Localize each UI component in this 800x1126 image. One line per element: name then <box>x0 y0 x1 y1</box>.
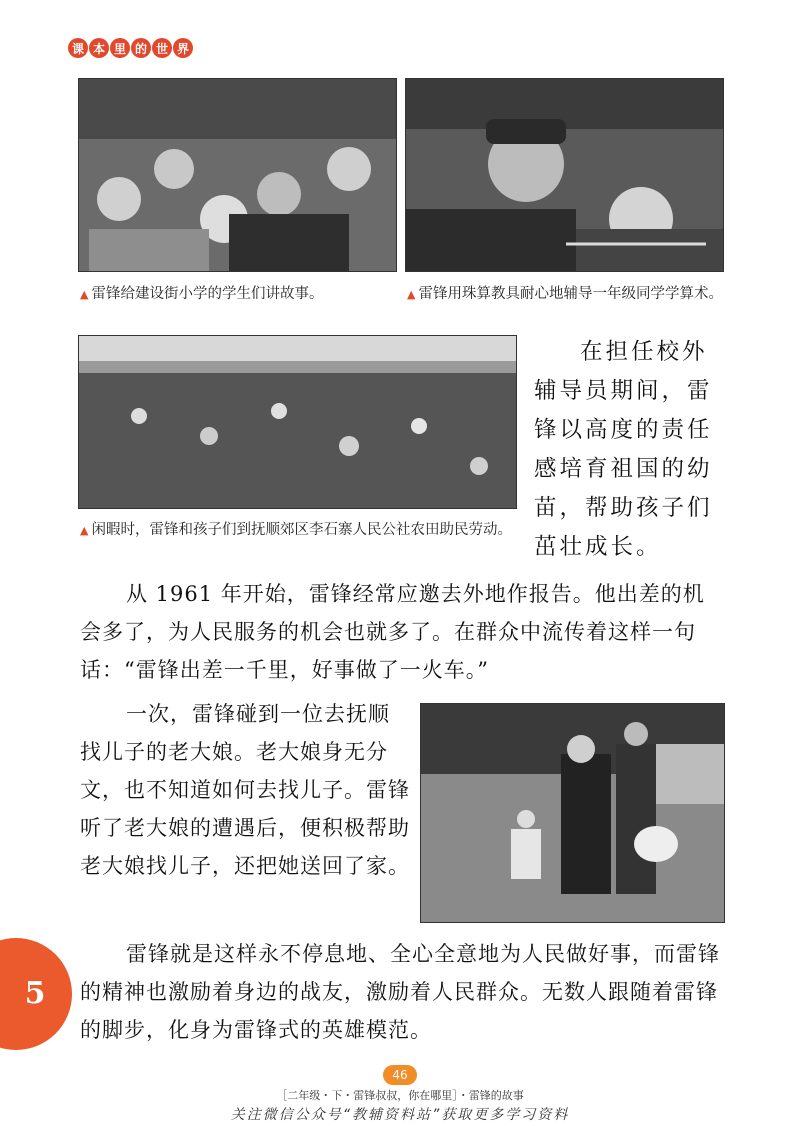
triangle-icon: ▲ <box>80 288 89 301</box>
triangle-icon: ▲ <box>80 524 89 537</box>
header-char: 课 <box>68 38 88 58</box>
triangle-icon: ▲ <box>407 288 416 301</box>
photo-storytelling <box>78 78 397 272</box>
caption-storytelling: ▲ 雷锋给建设街小学的学生们讲故事。 <box>80 286 324 302</box>
footer-book-info: ［二年级・下・雷锋叔叔，你在哪里］・雷锋的故事 <box>276 1089 524 1102</box>
header-char: 的 <box>131 38 151 58</box>
photo-old-lady <box>420 703 725 923</box>
unit-number: 5 <box>24 976 46 1011</box>
paragraph-conclusion: 雷锋就是这样永不停息地、全心全意地为人民做好事，而雷锋的精神也激励着身边的战友，激励着人民群众。无数人跟随着雷锋的脚步，化身为雷锋式的英雄模范。 <box>80 942 720 1042</box>
header-char: 里 <box>110 38 130 58</box>
header-char: 世 <box>152 38 172 58</box>
photo-abacus-tutoring <box>405 78 724 272</box>
paragraph-old-lady: 一次，雷锋碰到一位去抚顺找儿子的老大娘。老大娘身无分文，也不知道如何去找儿子。雷锋听了老大娘的遭遇后，便积极帮助老大娘找儿子，还把她送回了家。 <box>80 702 410 878</box>
paragraph-1961-reports: 从 1961 年开始，雷锋经常应邀去外地作报告。他出差的机会多了，为人民服务的机会也就多了。在群众中流传着这样一句话：“雷锋出差一千里，好事做了一火车。” <box>80 582 705 682</box>
header-char: 界 <box>173 38 193 58</box>
section-header-badge <box>68 38 194 58</box>
caption-abacus: ▲ 雷锋用珠算教具耐心地辅导一年级同学学算术。 <box>407 286 723 302</box>
footer-watermark: 关注微信公众号“教辅资料站”获取更多学习资料 <box>230 1107 570 1123</box>
photo-field-labor <box>78 335 517 509</box>
side-paragraph: 在担任校外辅导员期间，雷锋以高度的责任感培育祖国的幼苗，帮助孩子们茁壮成长。 <box>534 339 713 560</box>
header-char: 本 <box>89 38 109 58</box>
caption-field-labor: ▲ 闲暇时，雷锋和孩子们到抚顺郊区李石寨人民公社农田助民劳动。 <box>80 522 512 538</box>
page-number: 46 <box>383 1065 417 1085</box>
